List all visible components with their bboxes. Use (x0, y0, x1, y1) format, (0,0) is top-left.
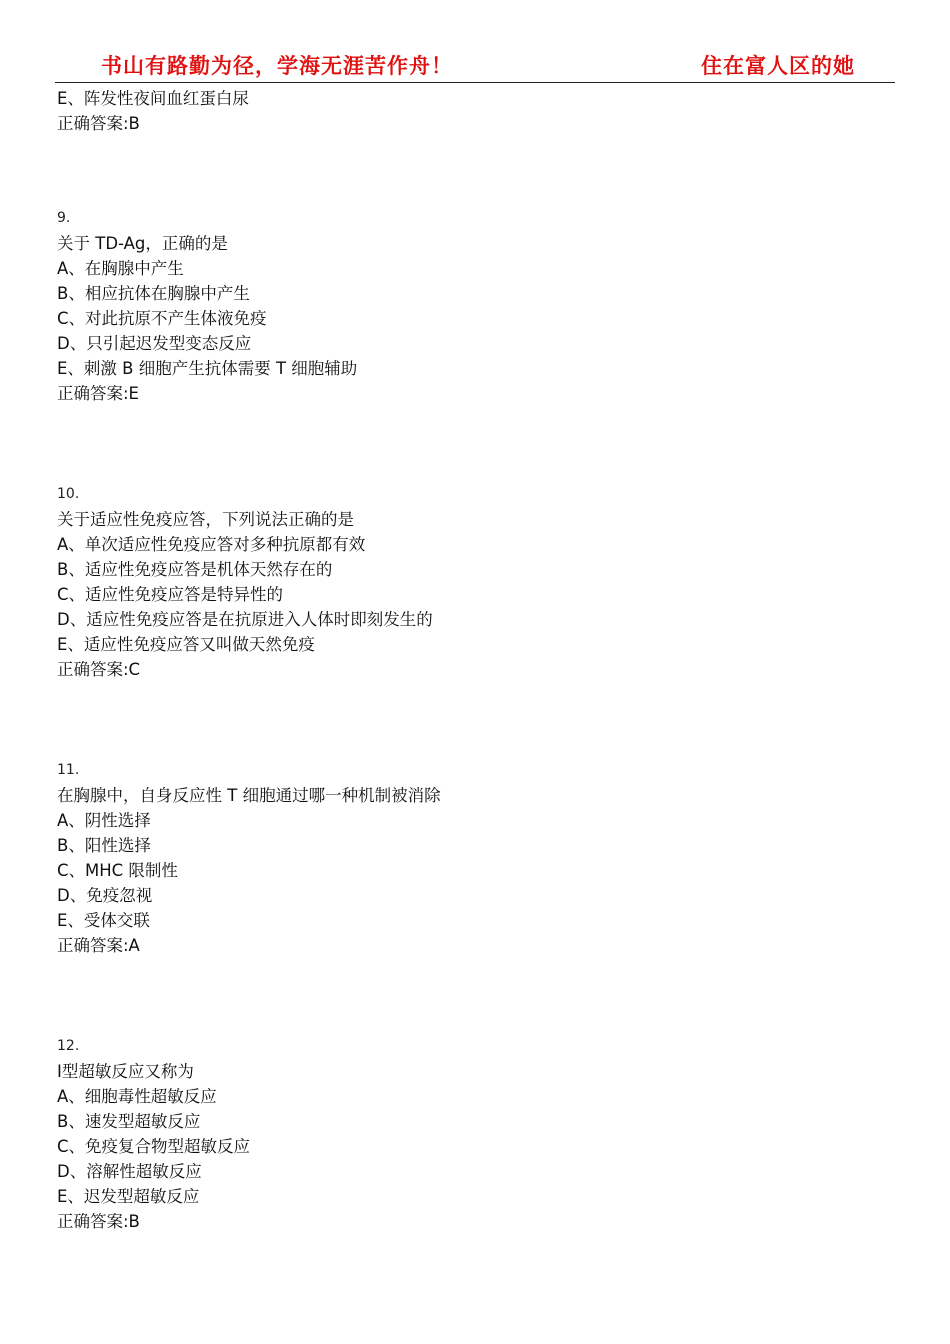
question-stem: 关于 TD-Ag，正确的是 (57, 234, 228, 253)
option-c: C、对此抗原不产生体液免疫 (57, 309, 267, 328)
question-number: 12. (57, 1038, 80, 1054)
option-a: A、细胞毒性超敏反应 (57, 1087, 217, 1106)
answer: 正确答案:C (57, 660, 141, 679)
answer: 正确答案:E (57, 384, 139, 403)
option-b: B、相应抗体在胸腺中产生 (57, 284, 250, 303)
option-c: C、MHC 限制性 (57, 861, 178, 880)
question-stem: 关于适应性免疫应答，下列说法正确的是 (57, 510, 354, 529)
question-stem: 在胸腺中，自身反应性 T 细胞通过哪一种机制被消除 (57, 786, 441, 805)
answer: 正确答案:B (57, 1212, 140, 1231)
option-d: D、只引起迟发型变态反应 (57, 334, 252, 353)
option-e: E、适应性免疫应答又叫做天然免疫 (57, 635, 315, 654)
option-e: E、刺激 B 细胞产生抗体需要 T 细胞辅助 (57, 359, 358, 378)
page-header (55, 44, 895, 83)
header-author: 住在富人区的她 (701, 53, 855, 78)
option-d: D、适应性免疫应答是在抗原进入人体时即刻发生的 (57, 610, 433, 629)
option-c: C、免疫复合物型超敏反应 (57, 1137, 251, 1156)
prev-answer: 正确答案:B (57, 114, 140, 133)
question-9 (57, 206, 897, 406)
prev-option-e: E、阵发性夜间血红蛋白尿 (57, 89, 249, 108)
option-b: B、阳性选择 (57, 836, 151, 855)
question-number: 9. (57, 210, 71, 226)
option-a: A、在胸腺中产生 (57, 259, 184, 278)
question-10 (57, 482, 897, 682)
option-b: B、速发型超敏反应 (57, 1112, 201, 1131)
option-c: C、适应性免疫应答是特异性的 (57, 585, 284, 604)
option-a: A、单次适应性免疫应答对多种抗原都有效 (57, 535, 366, 554)
option-e: E、受体交联 (57, 911, 150, 930)
question-number: 10. (57, 486, 80, 502)
option-d: D、免疫忽视 (57, 886, 153, 905)
question-11 (57, 758, 897, 958)
question-content (57, 86, 897, 1234)
question-number: 11. (57, 762, 80, 778)
answer: 正确答案:A (57, 936, 140, 955)
option-d: D、溶解性超敏反应 (57, 1162, 202, 1181)
option-b: B、适应性免疫应答是机体天然存在的 (57, 560, 333, 579)
option-a: A、阴性选择 (57, 811, 151, 830)
header-motto: 书山有路勤为径，学海无涯苦作舟！ (101, 53, 453, 78)
question-12 (57, 1034, 897, 1234)
option-e: E、迟发型超敏反应 (57, 1187, 200, 1206)
question-stem: Ⅰ型超敏反应又称为 (57, 1062, 194, 1081)
